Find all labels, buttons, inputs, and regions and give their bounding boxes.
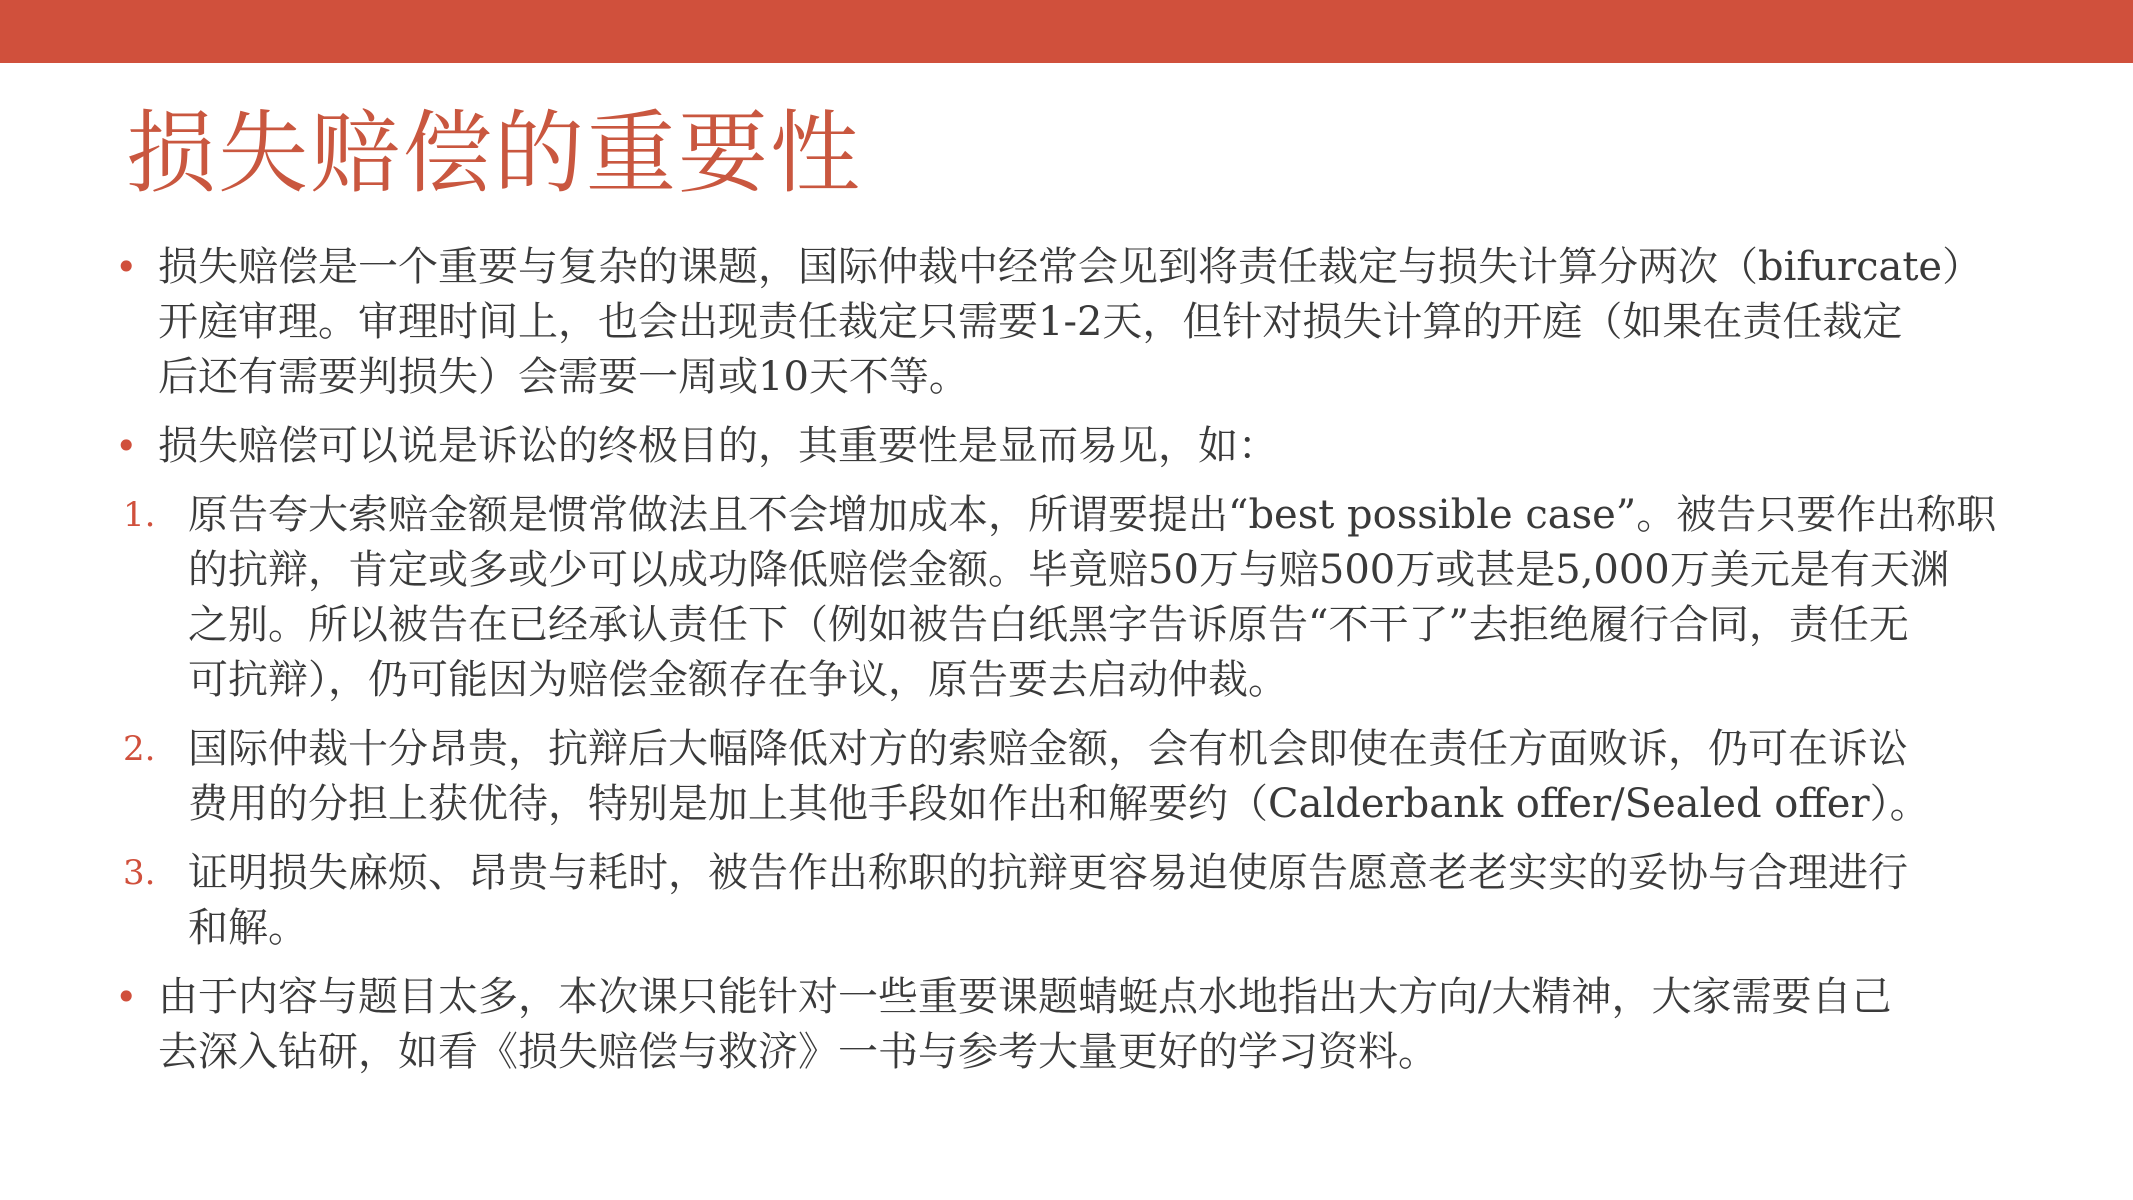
text-line: 的抗辩，肯定或多或少可以成功降低赔偿金额。毕竟赔50万与赔500万或甚是5,000万美元是有天渊	[188, 547, 1950, 593]
text-line: 后还有需要判损失）会需要一周或10天不等。	[158, 354, 969, 400]
bullet-marker: •	[115, 975, 138, 1019]
bullet-item-1	[115, 240, 2015, 405]
slide-body	[115, 240, 2015, 1080]
text-line: 之别。所以被告在已经承认责任下（例如被告白纸黑字告诉原告“不干了”去拒绝履行合同，责任无	[188, 602, 1909, 648]
text-line: 开庭审理。审理时间上，也会出现责任裁定只需要1-2天，但针对损失计算的开庭（如果在责任裁定	[158, 299, 1903, 345]
top-accent-bar	[0, 0, 2133, 63]
text-line: 和解。	[188, 905, 308, 951]
numbered-item-1	[115, 488, 2015, 708]
text-line: 国际仲裁十分昂贵，抗辩后大幅降低对方的索赔金额，会有机会即使在责任方面败诉，仍可在诉讼	[188, 726, 1908, 772]
text-line: 原告夸大索赔金额是惯常做法且不会增加成本，所谓要提出“best possible case”。被告只要作出称职	[188, 492, 1997, 538]
text-line: 损失赔偿可以说是诉讼的终极目的，其重要性是显而易见，如：	[158, 423, 1278, 469]
text-line: 证明损失麻烦、昂贵与耗时，被告作出称职的抗辩更容易迫使原告愿意老老实实的妥协与合理进行	[188, 850, 1908, 896]
bullet-item-3	[115, 970, 2015, 1080]
bullet-marker: •	[115, 245, 138, 289]
text-line: 去深入钻研，如看《损失赔偿与救济》一书与参考大量更好的学习资料。	[158, 1029, 1438, 1075]
bullet-marker: •	[115, 424, 138, 468]
number-marker: 3.	[123, 853, 156, 893]
text-line: 损失赔偿是一个重要与复杂的课题，国际仲裁中经常会见到将责任裁定与损失计算分两次（bifurcate）	[158, 244, 1983, 290]
text-line: 费用的分担上获优待，特别是加上其他手段如作出和解要约（Calderbank offer/Sealed offer）。	[188, 781, 1930, 827]
number-marker: 2.	[123, 729, 156, 769]
text-line: 由于内容与题目太多，本次课只能针对一些重要课题蜻蜓点水地指出大方向/大精神，大家需要自己	[158, 974, 1892, 1020]
numbered-item-3	[115, 846, 2015, 956]
number-marker: 1.	[123, 495, 156, 535]
text-line: 可抗辩），仍可能因为赔偿金额存在争议，原告要去启动仲裁。	[188, 657, 1288, 703]
slide-title: 损失赔偿的重要性	[126, 101, 862, 206]
bullet-item-2	[115, 419, 2015, 474]
numbered-item-2	[115, 722, 2015, 832]
